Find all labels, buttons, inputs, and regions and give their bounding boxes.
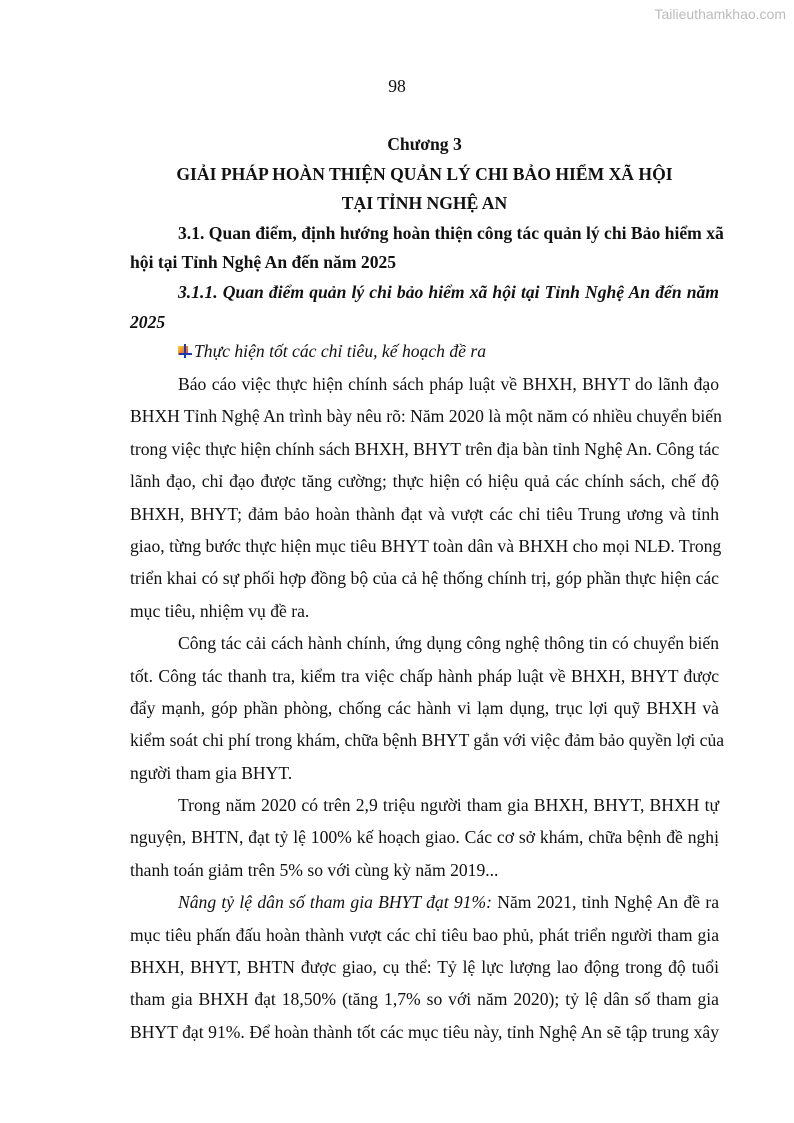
chapter-label: Chương 3 bbox=[387, 134, 462, 154]
paragraph-line: Nâng tỷ lệ dân số tham gia BHYT đạt 91%: Năm 2021, tỉnh Nghệ An đề ra bbox=[178, 892, 719, 913]
paragraph-line: mục tiêu, nhiệm vụ đề ra. bbox=[130, 600, 310, 621]
paragraph-line: giao, từng bước thực hiện mục tiêu BHYT toàn dân và BHXH cho mọi NLĐ. Trong bbox=[130, 535, 722, 556]
paragraph bbox=[130, 886, 719, 1048]
headings bbox=[130, 130, 724, 367]
paragraph-line: BHXH, BHYT; đảm bảo hoàn thành đạt và vượt các chỉ tiêu Trung ương và tỉnh bbox=[130, 503, 719, 524]
paragraph-line: tham gia BHXH đạt 18,50% (tăng 1,7% so với năm 2020); tỷ lệ dân số tham gia bbox=[130, 989, 719, 1010]
paragraph-line: kiểm soát chi phí trong khám, chữa bệnh BHYT gắn với việc đảm bảo quyền lợi của bbox=[130, 730, 725, 751]
paragraph-line: đẩy mạnh, góp phần phòng, chống các hành vi lạm dụng, trục lợi quỹ BHXH và bbox=[130, 697, 719, 718]
subsection-heading-line: 2025 bbox=[130, 311, 166, 332]
bullet-heading bbox=[130, 337, 719, 367]
paragraph-line: trong việc thực hiện chính sách BHXH, BHYT trên địa bàn tỉnh Nghệ An. Công tác bbox=[130, 438, 720, 459]
paragraph-line: nguyện, BHTN, đạt tỷ lệ 100% kế hoạch giao. Các cơ sở khám, chữa bệnh đề nghị bbox=[130, 827, 719, 848]
paragraph-line: BHXH, BHYT, BHTN được giao, cụ thể: Tỷ lệ lực lượng lao động trong độ tuổi bbox=[130, 957, 719, 978]
paragraph-line: lãnh đạo, chỉ đạo được tăng cường; thực hiện có hiệu quả các chính sách, chế độ bbox=[130, 471, 719, 492]
italic-lead: Nâng tỷ lệ dân số tham gia BHYT đạt 91%: bbox=[178, 892, 492, 913]
paragraph bbox=[130, 627, 725, 789]
paragraph-line: người tham gia BHYT. bbox=[130, 762, 293, 783]
paragraph-line: thanh toán giảm trên 5% so với cùng kỳ năm 2019... bbox=[130, 859, 499, 880]
section-heading-line: hội tại Tỉnh Nghệ An đến năm 2025 bbox=[130, 252, 397, 273]
bullet-heading-text: Thực hiện tốt các chỉ tiêu, kế hoạch đề ra bbox=[194, 341, 486, 362]
paragraph-line: BHYT đạt 91%. Để hoàn thành tốt các mục tiêu này, tỉnh Nghệ An sẽ tập trung xây bbox=[130, 1021, 719, 1042]
paragraph-line: Báo cáo việc thực hiện chính sách pháp luật về BHXH, BHYT do lãnh đạo bbox=[178, 374, 719, 394]
bullet-icon bbox=[178, 344, 192, 358]
chapter-title-line: TẠI TỈNH NGHỆ AN bbox=[341, 193, 508, 214]
paragraph-line: mục tiêu phấn đấu hoàn thành vượt các chỉ tiêu bao phủ, phát triển người tham gia bbox=[130, 924, 719, 945]
paragraph-line: BHXH Tỉnh Nghệ An trình bày nêu rõ: Năm 2020 là một năm có nhiều chuyển biến bbox=[130, 406, 722, 427]
body-text bbox=[130, 368, 725, 1048]
watermark: Tailieuthamkhao.com bbox=[654, 6, 786, 22]
paragraph bbox=[130, 368, 722, 627]
section-heading-line: 3.1. Quan điểm, định hướng hoàn thiện công tác quản lý chi Bảo hiểm xã bbox=[178, 222, 724, 243]
chapter-title-line: GIẢI PHÁP HOÀN THIỆN QUẢN LÝ CHI BẢO HIỂM XÃ HỘI bbox=[176, 163, 673, 184]
paragraph-line: tốt. Công tác thanh tra, kiểm tra việc chấp hành pháp luật về BHXH, BHYT được bbox=[130, 665, 719, 686]
paragraph bbox=[130, 789, 719, 886]
subsection-heading-line: 3.1.1. Quan điểm quản lý chi bảo hiểm xã hội tại Tỉnh Nghệ An đến năm bbox=[178, 281, 719, 302]
page-number: 98 bbox=[388, 76, 406, 96]
paragraph-line: Trong năm 2020 có trên 2,9 triệu người tham gia BHXH, BHYT, BHXH tự bbox=[178, 795, 719, 816]
paragraph-line: triển khai có sự phối hợp đồng bộ của cả hệ thống chính trị, góp phần thực hiện các bbox=[130, 568, 719, 589]
paragraph-line: Công tác cải cách hành chính, ứng dụng công nghệ thông tin có chuyển biến bbox=[178, 633, 719, 654]
